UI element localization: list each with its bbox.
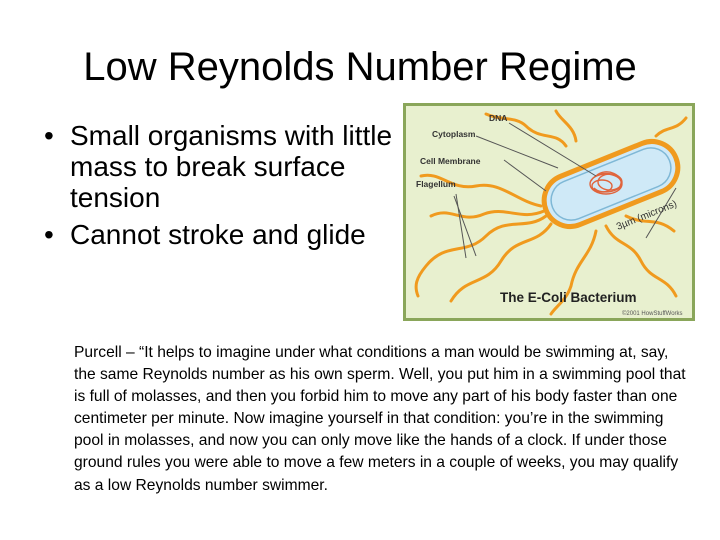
label-cell-membrane: Cell Membrane [420,156,481,166]
bullet-dot-icon: • [44,219,54,250]
bullet-item [44,120,394,213]
bullet-dot-icon: • [44,120,54,151]
label-flagellum: Flagellum [416,179,456,189]
label-cytoplasm: Cytoplasm [432,129,476,139]
bullet-item [44,219,394,250]
figure-copyright: ©2001 HowStuffWorks [622,311,683,317]
bullet-text: Small organisms with little mass to break surface tension [70,120,393,213]
flagellum [431,211,544,217]
flagellum [656,118,686,136]
purcell-quote: Purcell – “It helps to imagine under what conditions a man would be swimming at, say, the same Reynolds number as his own sperm. Well, you put him in a swimming pool that is full of molasses, and then you forbid him to move any part of his body faster than one centimeter per minute. Now imagine yourself in that condition: you’re in the swimming pool in molasses, and now you can only move like the hands of a clock. If under those ground rules you were able to move a few meters in a couple of weeks, you may qualify as a low Reynolds number swimmer. [74,344,686,494]
slide-title: Low Reynolds Number Regime [83,45,637,89]
bullet-text: Cannot stroke and glide [70,219,366,250]
figure-caption: The E-Coli Bacterium [500,290,637,305]
bullet-list [44,120,394,256]
ecoli-diagram [406,106,692,318]
label-dna: DNA [489,113,508,123]
flagellum [416,216,546,296]
flagellum [556,111,576,141]
ecoli-figure [403,103,695,321]
label-size: 3µm (microns) [615,198,679,233]
flagellum [606,226,676,296]
